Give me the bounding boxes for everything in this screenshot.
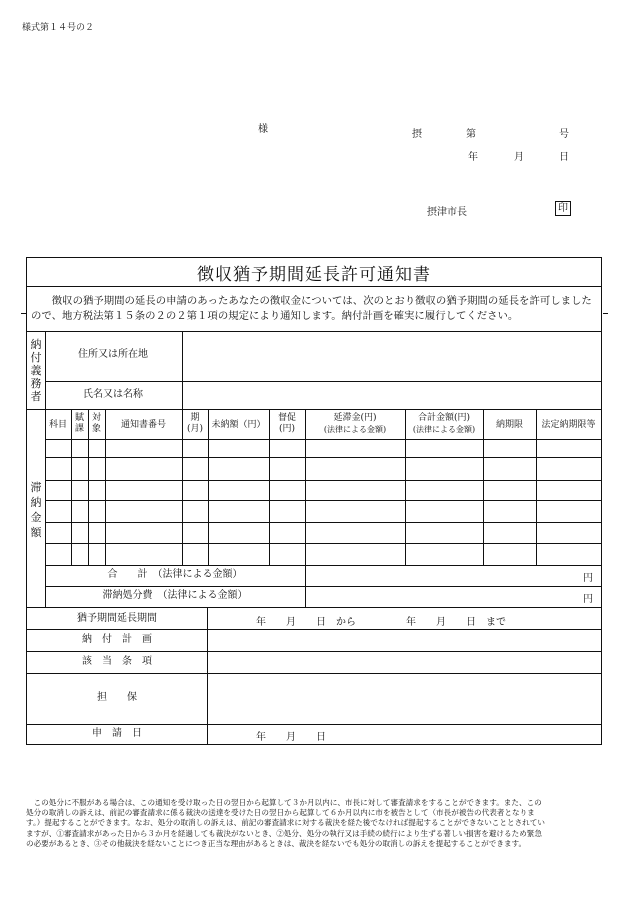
col-header-total-note: (法律による金額) [412,425,476,434]
table-row[interactable] [46,544,601,565]
doc-ref-dai: 第 [466,129,476,140]
col-header-late-fee-note: (法律による金額) [323,425,387,434]
col-header-late-fee: 延滞金(円) [333,413,377,423]
appeal-footnote: この処分に不服がある場合は、この通知を受け取った日の翌日から起算して３か月以内に、市長に対して審査請求をすることができます。また、この処分の取消しの訴えは、前記の審査請求に係る裁決の送達を受けた日の翌日から起算して６か月以内に市を被告として（市長が被告の代表者となります。）提起することができます。なお、処分の取消しの訴えは、前記の審査請求に対する裁決を経た後でなければ提起することができないこととされていますが、①審査請求があった日から３か月を経過しても裁決がないとき、②処分、処分の執行又は手続の続行により生ずる著しい損害を避けるため緊急の必要があるとき、③その他裁決を経ないことにつき正当な理由があるときは、裁決を経ないでも処分の取消しの訴えを提起することができます。 [26,798,545,848]
form-number: 様式第１４号の２ [22,23,95,33]
col-header-period: 期(月) [186,413,204,434]
intro-text: 徴収の猶予期間の延長の申請のあったあなたの徴収金については、次のとおり徴収の猶予期間の延長を許可しましたので、地方税法第１５条の２の２第１項の規定により通知します。納付計画を確実に履行してください。 [31,295,592,322]
plan-field[interactable] [208,630,601,650]
col-header-target: 対象 [91,413,101,434]
date-month: 月 [514,152,524,163]
col-header-due-date: 納期限 [495,420,523,430]
form-frame [26,257,602,745]
col-header-unpaid: 未納額（円） [211,420,266,430]
clause-field[interactable] [208,652,601,672]
fee-label: 滞納処分費 （法律による金額） [102,590,248,601]
name-field[interactable] [183,382,601,409]
seal-mark: 印 [555,201,571,216]
col-header-subject: 科目 [48,420,67,430]
fee-yen: 円 [583,594,593,605]
issuer: 摂津市長 [427,207,467,218]
recipient-suffix: 様 [258,124,268,135]
date-day: 日 [559,152,569,163]
name-label: 氏名又は名称 [83,389,143,400]
table-row[interactable] [46,481,601,500]
clause-label: 該 当 条 項 [82,656,152,667]
col-header-total: 合計金額(円) [417,413,471,423]
address-field[interactable] [183,332,601,381]
table-row[interactable] [46,440,601,457]
col-header-notice-no: 通知書番号 [120,420,166,430]
col-header-legal-due: 法定納期限等 [541,420,596,430]
table-row[interactable] [46,523,601,543]
margin-tick [603,313,608,314]
table-row[interactable] [46,458,601,480]
collateral-label: 担 保 [97,692,137,703]
total-yen: 円 [583,573,593,584]
collateral-field[interactable] [208,674,601,723]
divider [27,286,601,287]
total-label: 合 計 （法律による金額） [107,569,243,580]
table-row[interactable] [46,501,601,522]
document-title: 徴収猶予期間延長許可通知書 [197,265,431,285]
col-header-assessment: 賦課 [74,413,84,434]
address-label: 住所又は所在地 [78,349,148,360]
col-header-dunning: 督促(円) [277,413,296,434]
doc-ref-gou: 号 [559,129,569,140]
plan-label: 納 付 計 画 [82,634,152,645]
apply-date-value: 年 月 日 [256,732,326,743]
taxpayer-section-label: 納付義務者 [30,338,42,403]
period-label: 猶予期間延長期間 [77,613,157,624]
doc-ref-prefix: 摂 [412,129,422,140]
date-year: 年 [468,152,478,163]
apply-date-label: 申 請 日 [92,728,142,739]
margin-tick [21,313,26,314]
arrears-section-label: 滞納金額 [30,481,42,539]
period-value: 年 月 日 から 年 月 日 まで [256,617,506,628]
